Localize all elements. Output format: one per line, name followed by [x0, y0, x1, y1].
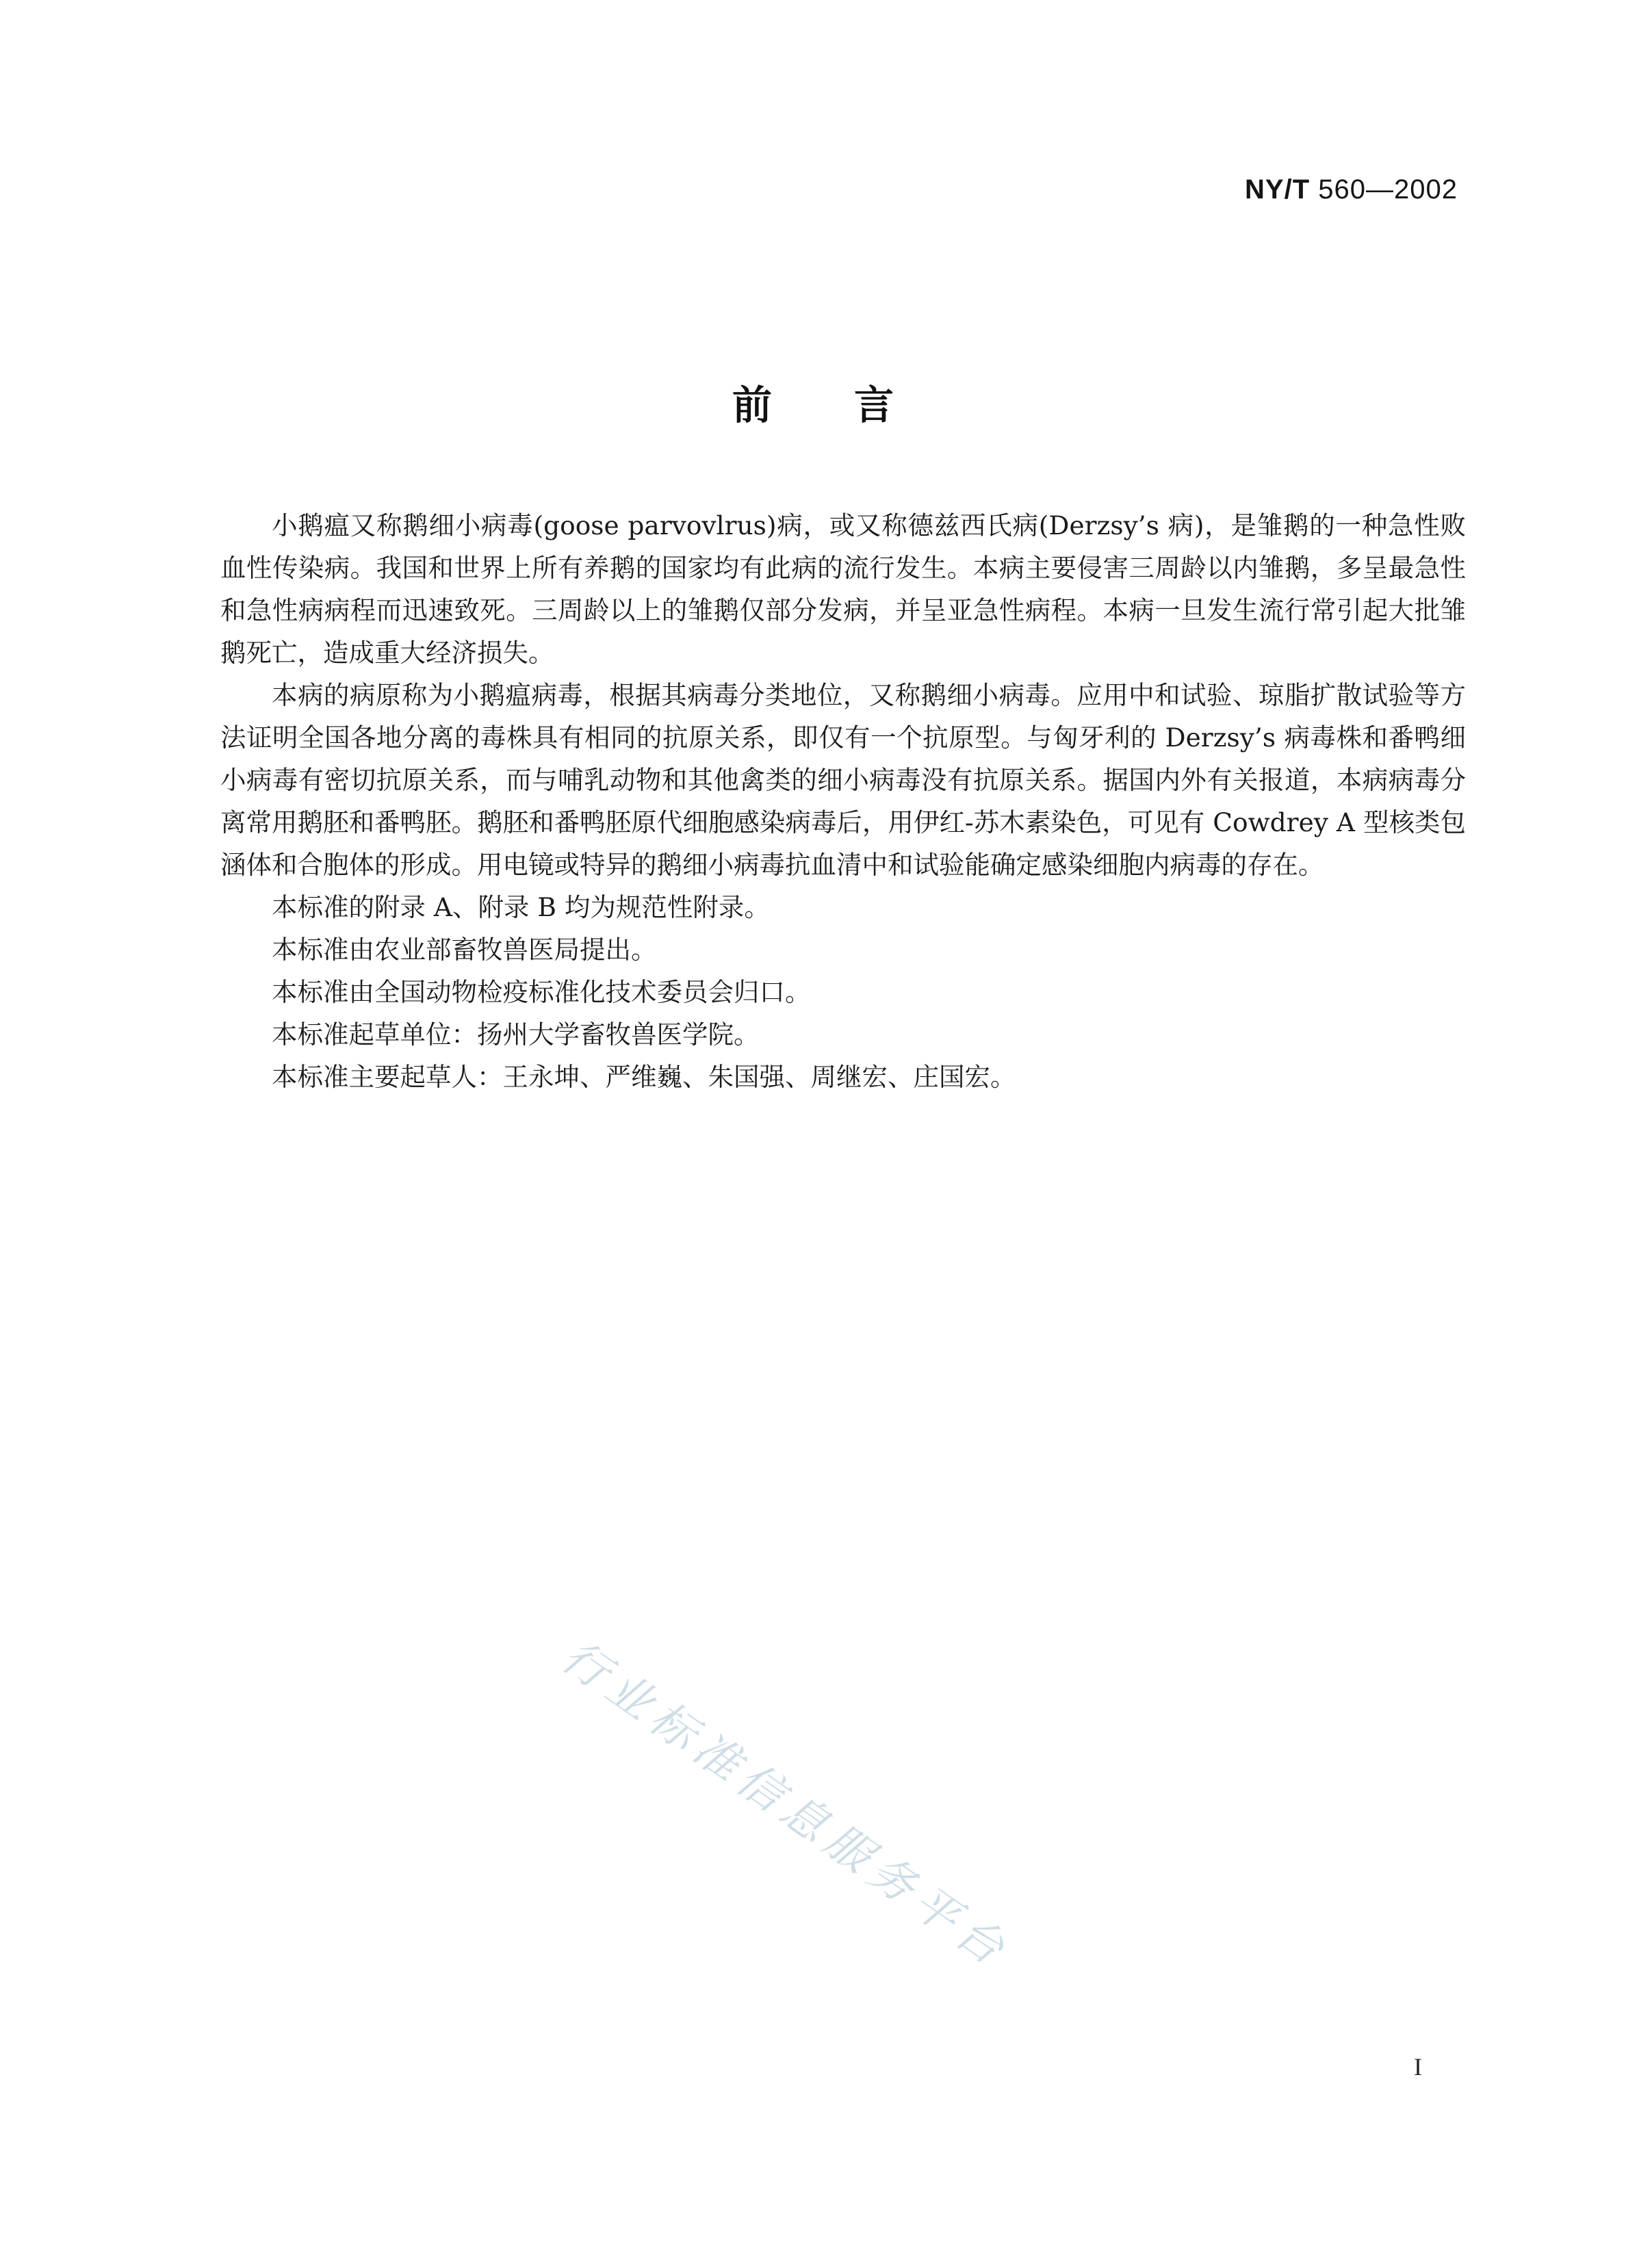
foreword-body: [220, 504, 1466, 1098]
page-number: I: [1414, 2053, 1422, 2081]
paragraph-drafters: 本标准主要起草人：王永坤、严维巍、朱国强、周继宏、庄国宏。: [272, 1062, 1016, 1092]
standard-number: [1245, 174, 1458, 205]
paragraph-pathogen: 本病的病原称为小鹅瘟病毒，根据其病毒分类地位，又称鹅细小病毒。应用中和试验、琼脂扩散试验等方法证明全国各地分离的毒株具有相同的抗原关系，即仅有一个抗原型。与匈牙利的 Derzsy’s 病毒株和番鸭细小病毒有密切抗原关系，而与哺乳动物和其他禽类的细小病毒没有抗原关系。据国内外有关报道，本病病毒分离常用鹅胚和番鸭胚。鹅胚和番鸭胚原代细胞感染病毒后，用伊红-苏木素染色，可见有 Cowdrey A 型核类包涵体和合胞体的形成。用电镜或特异的鹅细小病毒抗血清中和试验能确定感染细胞内病毒的存在。: [220, 680, 1466, 880]
page-title: 前言: [732, 382, 976, 428]
paragraph-disease-intro: 小鹅瘟又称鹅细小病毒(goose parvovlrus)病，或又称德兹西氏病(Derzsy’s 病)，是雏鹅的一种急性败血性传染病。我国和世界上所有养鹅的国家均有此病的流行发生。本病主要侵害三周龄以内雏鹅，多呈最急性和急性病病程而迅速致死。三周龄以上的雏鹅仅部分发病，并呈亚急性病程。本病一旦发生流行常引起大批雏鹅死亡，造成重大经济损失。: [220, 510, 1466, 668]
paragraph-drafting-unit: 本标准起草单位：扬州大学畜牧兽医学院。: [272, 1019, 760, 1050]
standard-code: 560—2002: [1318, 174, 1458, 205]
paragraph-proposer: 本标准由农业部畜牧兽医局提出。: [272, 935, 657, 965]
watermark: 行业标准信息服务平台: [552, 1630, 1020, 1979]
paragraph-appendix: 本标准的附录 A、附录 B 均为规范性附录。: [272, 892, 770, 922]
paragraph-committee: 本标准由全国动物检疫标准化技术委员会归口。: [272, 977, 811, 1007]
standard-prefix: NY/T: [1245, 174, 1311, 205]
